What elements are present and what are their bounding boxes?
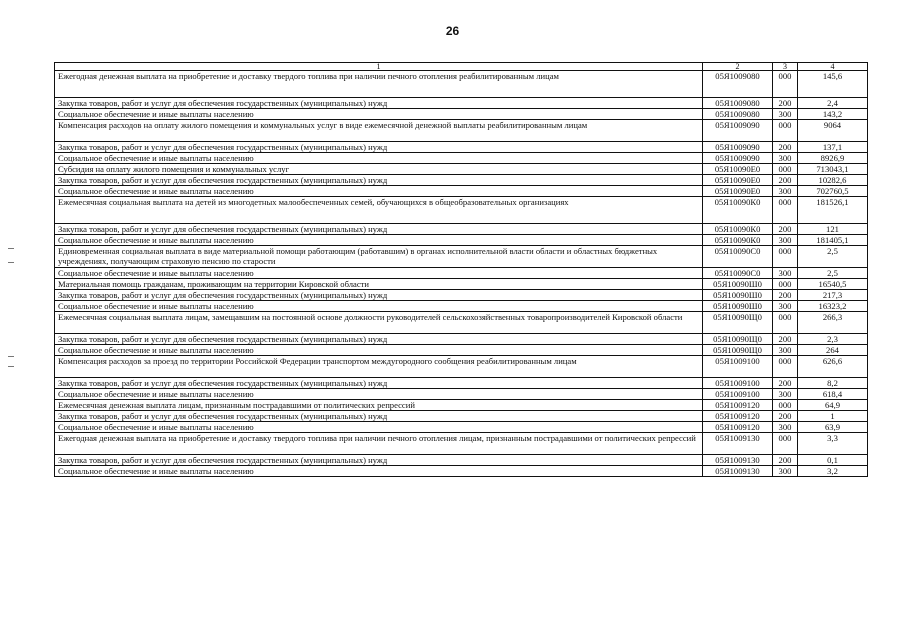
scan-artifact (8, 366, 14, 367)
row-name-cell: Ежегодная денежная выплата на приобретение и доставку твердого топлива при наличии печного отопления реабилитированным лицам (55, 71, 703, 98)
scan-artifact (8, 262, 14, 263)
row-code-cell: 05Я1009120 (703, 400, 773, 411)
row-type-cell: 300 (773, 268, 798, 279)
row-code-cell: 05Я1009090 (703, 153, 773, 164)
table-row (55, 268, 868, 279)
table-row (55, 378, 868, 389)
table-row (55, 246, 868, 268)
table-row (55, 197, 868, 224)
row-name-cell: Социальное обеспечение и иные выплаты населению (55, 345, 703, 356)
row-sum-cell: 0,1 (798, 455, 868, 466)
table-row (55, 164, 868, 175)
row-sum-cell: 145,6 (798, 71, 868, 98)
row-sum-cell: 2,4 (798, 98, 868, 109)
table-row (55, 411, 868, 422)
table-row (55, 175, 868, 186)
table-row (55, 290, 868, 301)
column-header-name: 1 (55, 63, 703, 71)
table-row (55, 433, 868, 455)
row-name-cell: Единовременная социальная выплата в виде материальной помощи работающим (работавшим) в органах исполнительной власти области и областных бюджетных учреждениях, получающим страховую пенсию по старости (55, 246, 703, 268)
row-sum-cell: 2,3 (798, 334, 868, 345)
row-sum-cell: 64,9 (798, 400, 868, 411)
row-sum-cell: 63,9 (798, 422, 868, 433)
row-type-cell: 000 (773, 356, 798, 378)
row-code-cell: 05Я10090Ш0 (703, 279, 773, 290)
row-name-cell: Социальное обеспечение и иные выплаты населению (55, 422, 703, 433)
row-name-cell: Социальное обеспечение и иные выплаты населению (55, 389, 703, 400)
row-name-cell: Закупка товаров, работ и услуг для обеспечения государственных (муниципальных) нужд (55, 334, 703, 345)
row-sum-cell: 121 (798, 224, 868, 235)
row-code-cell: 05Я10090Е0 (703, 186, 773, 197)
table-body (55, 71, 868, 477)
row-code-cell: 05Я10090С0 (703, 246, 773, 268)
row-name-cell: Социальное обеспечение и иные выплаты населению (55, 466, 703, 477)
row-name-cell: Компенсация расходов на оплату жилого помещения и коммунальных услуг в виде ежемесячной денежной выплаты реабилитированным лицам (55, 120, 703, 142)
row-sum-cell: 264 (798, 345, 868, 356)
row-type-cell: 300 (773, 235, 798, 246)
row-sum-cell: 1 (798, 411, 868, 422)
row-name-cell: Ежемесячная социальная выплата лицам, замещавшим на постоянной основе должности руководителей сельскохозяйственных товаропроизводителей Кировской области (55, 312, 703, 334)
row-name-cell: Ежемесячная социальная выплата на детей из многодетных малообеспеченных семей, обучающихся в общеобразовательных организациях (55, 197, 703, 224)
row-name-cell: Ежегодная денежная выплата на приобретение и доставку твердого топлива при наличии печного отопления лицам, признанным пострадавшими от политических репрессий (55, 433, 703, 455)
row-name-cell: Социальное обеспечение и иные выплаты населению (55, 301, 703, 312)
row-code-cell: 05Я10090С0 (703, 268, 773, 279)
row-name-cell: Закупка товаров, работ и услуг для обеспечения государственных (муниципальных) нужд (55, 175, 703, 186)
table-row (55, 312, 868, 334)
row-code-cell: 05Я1009090 (703, 120, 773, 142)
row-code-cell: 05Я1009100 (703, 356, 773, 378)
row-sum-cell: 137,1 (798, 142, 868, 153)
table-row (55, 279, 868, 290)
row-type-cell: 000 (773, 279, 798, 290)
row-sum-cell: 3,3 (798, 433, 868, 455)
row-sum-cell: 713043,1 (798, 164, 868, 175)
row-name-cell: Социальное обеспечение и иные выплаты населению (55, 153, 703, 164)
table-row (55, 301, 868, 312)
row-sum-cell: 626,6 (798, 356, 868, 378)
row-sum-cell: 217,3 (798, 290, 868, 301)
row-type-cell: 000 (773, 164, 798, 175)
row-code-cell: 05Я1009130 (703, 433, 773, 455)
table-row (55, 224, 868, 235)
row-type-cell: 000 (773, 433, 798, 455)
table-row (55, 120, 868, 142)
row-name-cell: Закупка товаров, работ и услуг для обеспечения государственных (муниципальных) нужд (55, 224, 703, 235)
row-name-cell: Компенсация расходов за проезд по территории Российской Федерации транспортом междугородного сообщения реабилитированным лицам (55, 356, 703, 378)
table-row (55, 334, 868, 345)
row-type-cell: 000 (773, 312, 798, 334)
row-code-cell: 05Я1009100 (703, 389, 773, 400)
row-name-cell: Социальное обеспечение и иные выплаты населению (55, 235, 703, 246)
row-name-cell: Субсидия на оплату жилого помещения и коммунальных услуг (55, 164, 703, 175)
page-number: 26 (445, 24, 460, 38)
row-name-cell: Материальная помощь гражданам, проживающим на территории Кировской области (55, 279, 703, 290)
table-row (55, 466, 868, 477)
row-code-cell: 05Я10090Е0 (703, 175, 773, 186)
budget-table (54, 62, 868, 477)
row-sum-cell: 143,2 (798, 109, 868, 120)
row-code-cell: 05Я1009080 (703, 71, 773, 98)
row-code-cell: 05Я1009130 (703, 466, 773, 477)
row-sum-cell: 181526,1 (798, 197, 868, 224)
row-code-cell: 05Я10090Щ0 (703, 312, 773, 334)
row-code-cell: 05Я1009080 (703, 109, 773, 120)
row-name-cell: Закупка товаров, работ и услуг для обеспечения государственных (муниципальных) нужд (55, 378, 703, 389)
row-sum-cell: 2,5 (798, 268, 868, 279)
row-name-cell: Закупка товаров, работ и услуг для обеспечения государственных (муниципальных) нужд (55, 455, 703, 466)
row-code-cell: 05Я10090К0 (703, 224, 773, 235)
row-type-cell: 300 (773, 345, 798, 356)
row-code-cell: 05Я10090К0 (703, 235, 773, 246)
row-name-cell: Ежемесячная денежная выплата лицам, признанным пострадавшими от политических репрессий (55, 400, 703, 411)
column-header-type: 3 (773, 63, 798, 71)
row-type-cell: 300 (773, 466, 798, 477)
row-name-cell: Социальное обеспечение и иные выплаты населению (55, 186, 703, 197)
row-type-cell: 000 (773, 246, 798, 268)
row-sum-cell: 9064 (798, 120, 868, 142)
row-name-cell: Закупка товаров, работ и услуг для обеспечения государственных (муниципальных) нужд (55, 411, 703, 422)
row-type-cell: 000 (773, 71, 798, 98)
table-row (55, 71, 868, 98)
row-name-cell: Социальное обеспечение и иные выплаты населению (55, 268, 703, 279)
row-code-cell: 05Я10090Е0 (703, 164, 773, 175)
row-sum-cell: 618,4 (798, 389, 868, 400)
table-row (55, 109, 868, 120)
row-type-cell: 200 (773, 175, 798, 186)
row-code-cell: 05Я10090Ш0 (703, 290, 773, 301)
row-sum-cell: 16323,2 (798, 301, 868, 312)
row-name-cell: Закупка товаров, работ и услуг для обеспечения государственных (муниципальных) нужд (55, 290, 703, 301)
row-name-cell: Закупка товаров, работ и услуг для обеспечения государственных (муниципальных) нужд (55, 98, 703, 109)
row-type-cell: 200 (773, 455, 798, 466)
row-code-cell: 05Я10090Щ0 (703, 334, 773, 345)
row-type-cell: 300 (773, 186, 798, 197)
row-code-cell: 05Я1009120 (703, 422, 773, 433)
row-type-cell: 300 (773, 301, 798, 312)
row-sum-cell: 16540,5 (798, 279, 868, 290)
scan-artifact (8, 248, 14, 249)
table-row (55, 400, 868, 411)
row-sum-cell: 10282,6 (798, 175, 868, 186)
row-type-cell: 000 (773, 197, 798, 224)
row-code-cell: 05Я10090К0 (703, 197, 773, 224)
row-code-cell: 05Я1009130 (703, 455, 773, 466)
row-code-cell: 05Я1009120 (703, 411, 773, 422)
row-sum-cell: 8926,9 (798, 153, 868, 164)
row-type-cell: 200 (773, 224, 798, 235)
row-type-cell: 200 (773, 378, 798, 389)
table-row (55, 153, 868, 164)
row-code-cell: 05Я10090Ш0 (703, 301, 773, 312)
row-type-cell: 300 (773, 153, 798, 164)
row-sum-cell: 3,2 (798, 466, 868, 477)
table-row (55, 345, 868, 356)
row-type-cell: 000 (773, 120, 798, 142)
table-row (55, 422, 868, 433)
row-type-cell: 300 (773, 422, 798, 433)
row-type-cell: 200 (773, 334, 798, 345)
row-code-cell: 05Я10090Щ0 (703, 345, 773, 356)
table-row (55, 455, 868, 466)
row-type-cell: 300 (773, 389, 798, 400)
row-name-cell: Социальное обеспечение и иные выплаты населению (55, 109, 703, 120)
scan-artifact (8, 356, 14, 357)
row-type-cell: 200 (773, 142, 798, 153)
table-row (55, 142, 868, 153)
row-type-cell: 200 (773, 290, 798, 301)
row-type-cell: 200 (773, 411, 798, 422)
table-row (55, 98, 868, 109)
row-sum-cell: 2,5 (798, 246, 868, 268)
table-row (55, 235, 868, 246)
row-type-cell: 300 (773, 109, 798, 120)
row-name-cell: Закупка товаров, работ и услуг для обеспечения государственных (муниципальных) нужд (55, 142, 703, 153)
table-row (55, 186, 868, 197)
row-code-cell: 05Я1009080 (703, 98, 773, 109)
row-type-cell: 200 (773, 98, 798, 109)
row-code-cell: 05Я1009100 (703, 378, 773, 389)
table-row (55, 356, 868, 378)
column-header-code: 2 (703, 63, 773, 71)
table-row (55, 389, 868, 400)
column-header-sum: 4 (798, 63, 868, 71)
row-type-cell: 000 (773, 400, 798, 411)
row-sum-cell: 702760,5 (798, 186, 868, 197)
row-sum-cell: 181405,1 (798, 235, 868, 246)
row-sum-cell: 266,3 (798, 312, 868, 334)
row-code-cell: 05Я1009090 (703, 142, 773, 153)
column-number-row (55, 63, 868, 71)
row-sum-cell: 8,2 (798, 378, 868, 389)
